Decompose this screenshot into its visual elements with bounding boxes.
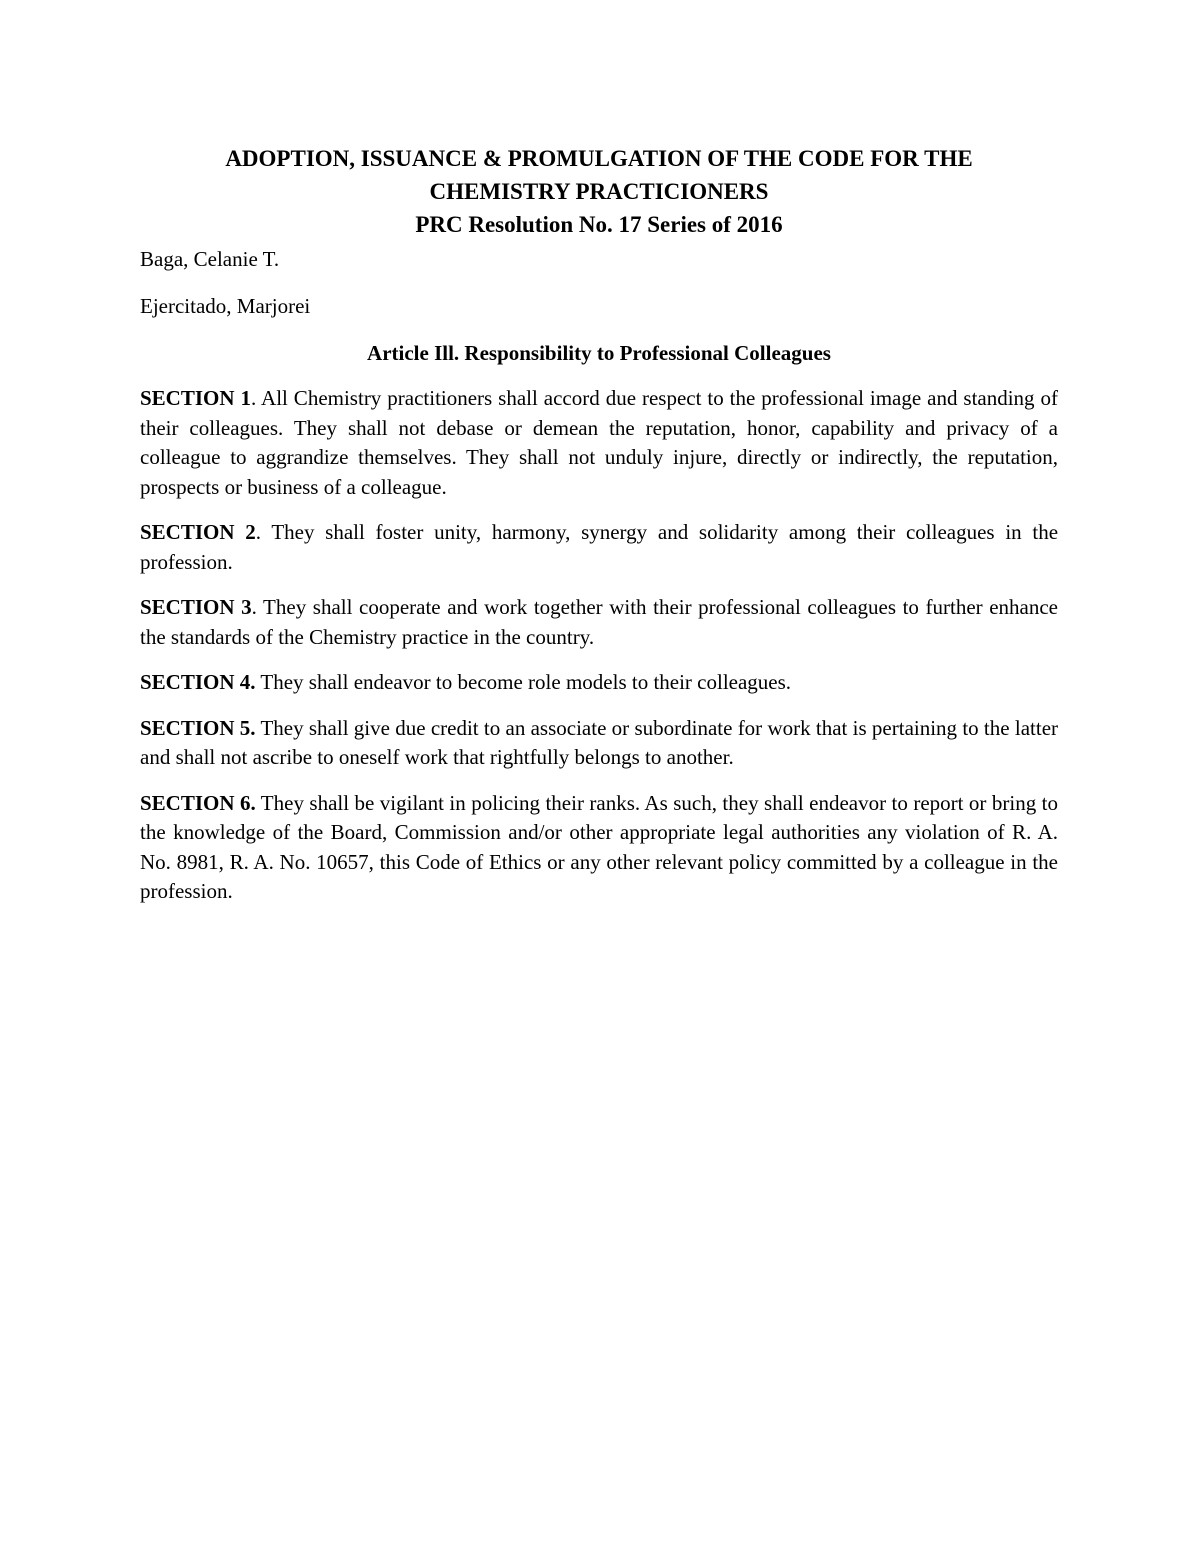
section-2-paragraph — [140, 518, 1058, 577]
section-1-text: All Chemistry practitioners shall accord due respect to the professional image and standing of their colleagues. They shall not debase or demean the reputation, honor, capability and privacy of a colleague to aggrandize themselves. They shall not unduly injure, directly or indirectly, the reputation, prospects or business of a colleague. — [140, 386, 1058, 499]
author-name: Baga, Celanie T. — [140, 247, 280, 271]
section-6-paragraph — [140, 789, 1058, 907]
section-2-label: SECTION 2 — [140, 520, 256, 544]
section-5-label: SECTION 5. — [140, 715, 256, 740]
section-2-label-period: . — [255, 520, 261, 544]
document-title — [140, 142, 1058, 241]
title-line-1: ADOPTION, ISSUANCE & PROMULGATION OF THE CODE FOR THE — [225, 146, 973, 171]
section-1-label-period: . — [250, 386, 257, 410]
section-4-paragraph — [140, 668, 1058, 698]
section-4-text: They shall endeavor to become role models to their colleagues. — [255, 670, 792, 694]
article-heading: Article Ill. Responsibility to Professional Colleagues — [367, 341, 831, 365]
section-5-text: They shall give due credit to an associate or subordinate for work that is pertaining to the latter and shall not ascribe to oneself work that rightfully belongs to another. — [140, 715, 1059, 769]
section-3-paragraph — [140, 593, 1058, 652]
title-line-2: CHEMISTRY PRACTICIONERS — [429, 179, 769, 204]
section-3-text: They shall cooperate and work together with their professional colleagues to further enhance the standards of the Chemistry practice in the country. — [140, 595, 1058, 649]
author-name: Ejercitado, Marjorei — [140, 294, 311, 318]
section-5-paragraph — [140, 714, 1058, 773]
section-4-label: SECTION 4. — [140, 670, 256, 694]
resolution-subtitle: PRC Resolution No. 17 Series of 2016 — [415, 212, 783, 237]
section-6-label: SECTION 6. — [140, 790, 256, 815]
section-6-text: They shall be vigilant in policing their ranks. As such, they shall endeavor to report or bring to the knowledge of the Board, Commission and/or other appropriate legal authorities any violation of R. A. No. 8981, R. A. No. 10657, this Code of Ethics or any other relevant policy committed by a colleague in the profession. — [140, 790, 1058, 903]
section-3-label: SECTION 3 — [140, 595, 252, 619]
document-page — [140, 142, 1058, 907]
section-3-label-period: . — [251, 595, 257, 619]
section-1-paragraph — [140, 384, 1058, 502]
section-1-label: SECTION 1 — [140, 386, 251, 410]
section-2-text: They shall foster unity, harmony, synergy and solidarity among their colleagues in the profession. — [140, 520, 1059, 574]
